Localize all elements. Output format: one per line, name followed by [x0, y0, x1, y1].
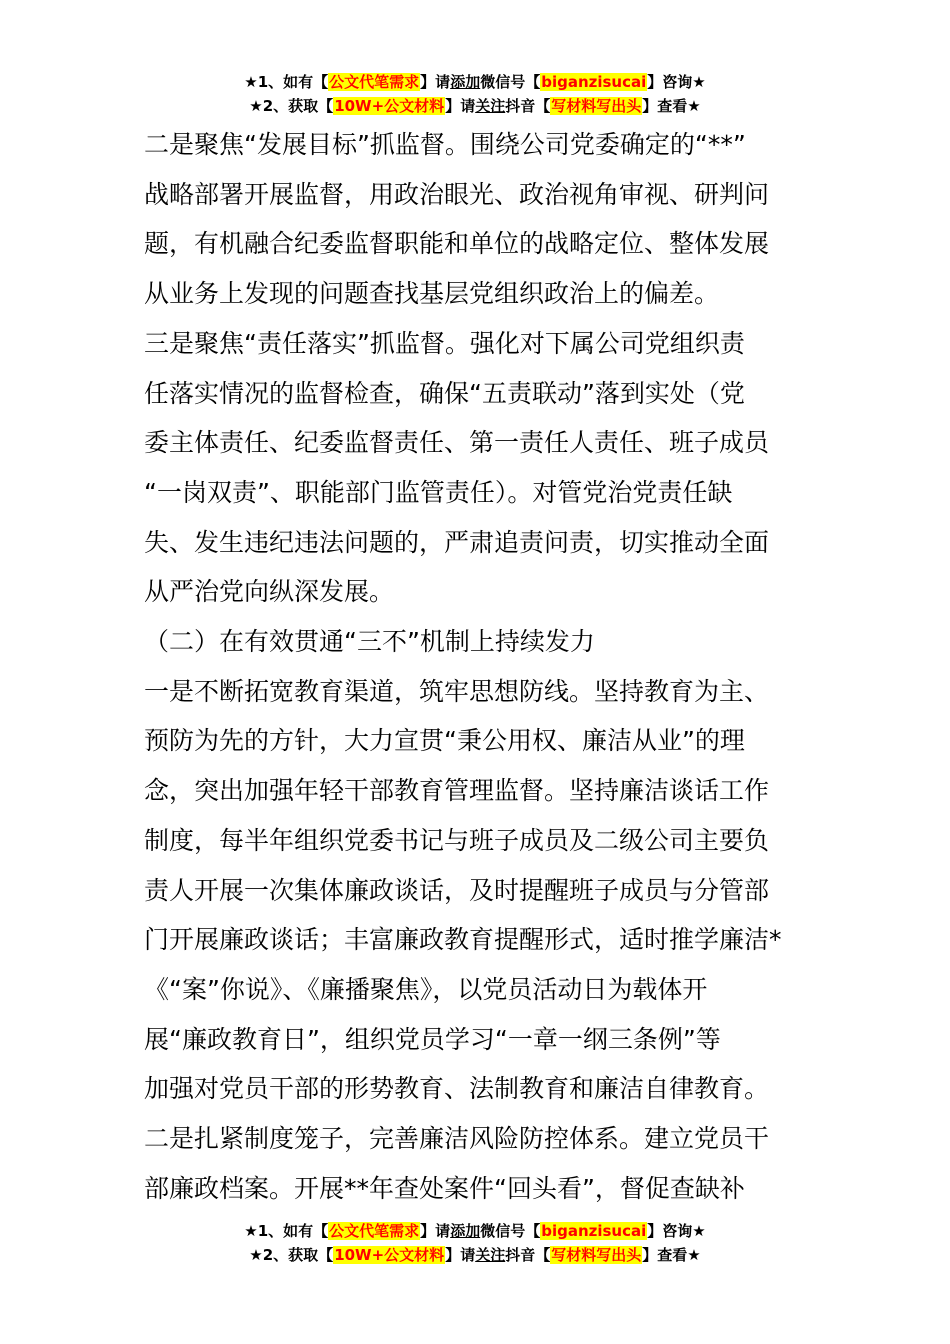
text-line: 战略部署开展监督，用政治眼光、政治视角审视、研判问: [144, 179, 770, 209]
text-line: 门开展廉政谈话；丰富廉政教育提醒形式，适时推学廉洁*: [144, 925, 782, 955]
text-line: 预防为先的方针，大力宣贯“秉公用权、廉洁从业”的理: [144, 726, 745, 756]
wechat-id-highlight: biganzisucai: [541, 1222, 647, 1240]
document-body: [144, 120, 808, 1213]
promo-line-2: ★2、获取【10W+公文材料】请关注抖音【写材料写出头】查看★: [249, 1246, 701, 1264]
douyin-id-highlight: 写材料写出头: [551, 97, 642, 115]
text-line: 题，有机融合纪委监督职能和单位的战略定位、整体发展: [144, 229, 770, 259]
promo-highlight: 公文代笔需求: [329, 1222, 420, 1240]
text-line: 责人开展一次集体廉政谈话，及时提醒班子成员与分管部: [144, 875, 770, 905]
promo-line-1: ★1、如有【公文代笔需求】请添加微信号【biganzisucai】咨询★: [244, 73, 706, 91]
text-line: 从严治党向纵深发展。: [144, 577, 395, 607]
text-line: 制度，每半年组织党委书记与班子成员及二级公司主要负: [144, 825, 770, 855]
text-line: 加强对党员干部的形势教育、法制教育和廉洁自律教育。: [144, 1074, 770, 1104]
header-promo-banner: [0, 70, 950, 118]
text-line: 展“廉政教育日”，组织党员学习“一章一纲三条例”等: [144, 1024, 721, 1054]
promo-highlight: 10W+公文材料: [334, 1246, 445, 1264]
promo-highlight: 10W+公文材料: [334, 97, 445, 115]
text-line: 失、发生违纪违法问题的，严肃追责问责，切实推动全面: [144, 527, 770, 557]
text-line: 二是扎紧制度笼子，完善廉洁风险防控体系。建立党员干: [144, 1124, 770, 1154]
promo-line-2: ★2、获取【10W+公文材料】请关注抖音【写材料写出头】查看★: [249, 97, 701, 115]
douyin-id-highlight: 写材料写出头: [551, 1246, 642, 1264]
text-line: 二是聚焦“发展目标”抓监督。围绕公司党委确定的“**”: [144, 130, 746, 159]
promo-highlight: 公文代笔需求: [329, 73, 420, 91]
footer-promo-banner: [0, 1219, 950, 1267]
text-line: 一是不断拓宽教育渠道，筑牢思想防线。坚持教育为主、: [144, 676, 770, 706]
text-line: 从业务上发现的问题查找基层党组织政治上的偏差。: [144, 279, 720, 309]
wechat-id-highlight: biganzisucai: [541, 73, 647, 91]
text-line: “一岗双责”、职能部门监管责任）。对管党治党责任缺: [144, 477, 733, 507]
text-line: 《“案”你说》、《廉播聚焦》，以党员活动日为载体开: [144, 974, 708, 1004]
text-line: 部廉政档案。开展**年查处案件“回头看”，督促查缺补: [144, 1173, 745, 1203]
text-line: 任落实情况的监督检查，确保“五责联动”落到实处（党: [144, 378, 745, 408]
text-line: 委主体责任、纪委监督责任、第一责任人责任、班子成员: [144, 428, 770, 458]
promo-line-1: ★1、如有【公文代笔需求】请添加微信号【biganzisucai】咨询★: [244, 1222, 706, 1240]
text-line: 念，突出加强年轻干部教育管理监督。坚持廉洁谈话工作: [144, 776, 770, 806]
text-line: 三是聚焦“责任落实”抓监督。强化对下属公司党组织责: [144, 328, 745, 358]
section-heading: （二）在有效贯通“三不”机制上持续发力: [144, 627, 595, 657]
